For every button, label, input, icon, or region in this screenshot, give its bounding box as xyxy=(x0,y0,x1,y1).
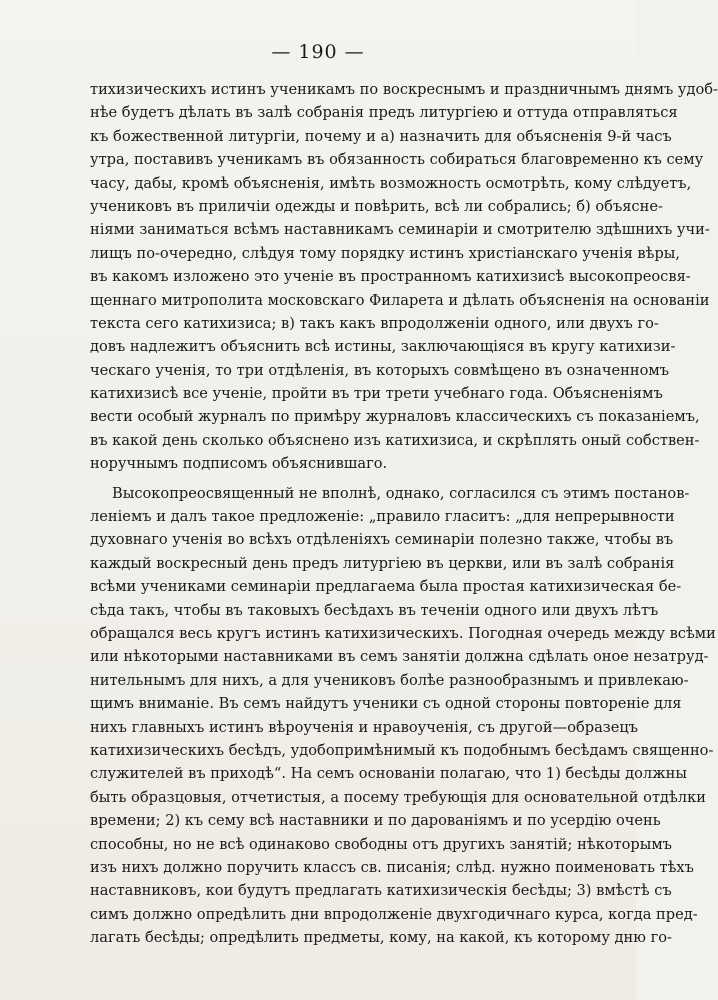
paragraph xyxy=(90,78,718,476)
text-line: сѣда такъ, чтобы въ таковыхъ бесѣдахъ въ теченіи одного или двухъ лѣтъ xyxy=(90,601,659,619)
text-line: обращался весь кругъ истинъ катихизическихъ. Погодная очередь между всѣми xyxy=(90,624,716,642)
text-line: довъ надлежитъ объяснить всѣ истины, заключающіяся въ кругу катихизи- xyxy=(90,338,676,356)
text-line: нительнымъ для нихъ, а для учениковъ болѣе разнообразнымъ и привлекаю- xyxy=(90,671,689,689)
text-line: изъ нихъ должно поручить классъ св. писанія; слѣд. нужно поименовать тѣхъ xyxy=(90,858,694,876)
text-line: къ божественной литургіи, почему и а) назначить для объясненія 9-й часъ xyxy=(90,127,672,145)
text-line: каждый воскресный день предъ литургіею въ церкви, или въ залѣ собранія xyxy=(90,554,675,572)
text-line: всѣми учениками семинаріи предлагаема была простая катихизическая бе- xyxy=(90,578,682,596)
text-line: норучнымъ подписомъ объяснившаго. xyxy=(90,455,388,473)
text-line: лищъ по-очередно, слѣдуя тому порядку истинъ христіанскаго ученія вѣры, xyxy=(90,244,681,262)
body-text xyxy=(90,78,718,949)
page-number: — 190 — xyxy=(271,41,365,63)
text-line: служителей въ приходѣ“. На семъ основаніи полагаю, что 1) бесѣды должны xyxy=(90,765,687,783)
text-line: щимъ вниманіе. Въ семъ найдутъ ученики съ одной стороны повтореніе для xyxy=(90,695,682,713)
text-line: нихъ главныхъ истинъ вѣроученія и нравоученія, съ другой—образецъ xyxy=(90,718,639,736)
text-line: въ какой день сколько объяснено изъ катихизиса, и скрѣплять оный собствен- xyxy=(90,431,700,449)
text-line: вести особый журналъ по примѣру журналовъ классическихъ съ показаніемъ, xyxy=(90,408,700,426)
text-line: духовнаго ученія во всѣхъ отдѣленіяхъ семинаріи полезно также, чтобы въ xyxy=(90,531,674,549)
text-line: симъ должно опредѣлить дни впродолженіе двухгодичнаго курса, когда пред- xyxy=(90,905,698,923)
text-line: учениковъ въ приличіи одежды и повѣрить, всѣ ли собрались; б) объясне- xyxy=(90,197,663,215)
text-line: ческаго ученія, то три отдѣленія, въ которыхъ совмѣщено въ означенномъ xyxy=(90,361,669,379)
text-line: или нѣкоторыми наставниками въ семъ занятіи должна сдѣлать оное незатруд- xyxy=(90,648,709,666)
text-line: щеннаго митрополита московскаго Филарета и дѣлать объясненія на основаніи xyxy=(90,291,710,309)
text-line: способны, но не всѣ одинаково свободны отъ другихъ занятій; нѣкоторымъ xyxy=(90,835,672,853)
text-line: Высокопреосвященный не вполнѣ, однако, согласился съ этимъ постанов- xyxy=(112,484,690,502)
text-line: лагать бесѣды; опредѣлить предметы, кому, на какой, къ которому дню го- xyxy=(90,929,672,947)
text-line: нѣе будетъ дѣлать въ залѣ собранія предъ литургіею и оттуда отправляться xyxy=(90,104,678,122)
text-line: часу, дабы, кромѣ объясненія, имѣть возможность осмотрѣть, кому слѣдуетъ, xyxy=(90,174,692,192)
text-line: леніемъ и далъ такое предложеніе: „правило гласитъ: „для непрерывности xyxy=(90,508,675,526)
text-line: наставниковъ, кои будутъ предлагать катихизическія бесѣды; 3) вмѣстѣ съ xyxy=(90,882,672,900)
text-line: катихизисѣ все ученіе, пройти въ три трети учебнаго года. Объясненіямъ xyxy=(90,385,663,403)
text-line: ніями заниматься всѣмъ наставникамъ семинаріи и смотрителю здѣшнихъ учи- xyxy=(90,221,710,239)
text-line: быть образцовыя, отчетистыя, а посему требующія для основательной отдѣлки xyxy=(90,788,706,806)
text-line: утра, поставивъ ученикамъ въ обязанность собираться благовременно къ сему xyxy=(90,151,704,169)
paragraph xyxy=(90,482,716,950)
text-line: катихизическихъ бесѣдъ, удобопримѣнимый къ подобнымъ бесѣдамъ священно- xyxy=(90,741,714,759)
text-line: тихизическихъ истинъ ученикамъ по воскреснымъ и праздничнымъ днямъ удоб- xyxy=(90,81,718,98)
text-line: въ какомъ изложено это ученіе въ пространномъ катихизисѣ высокопреосвя- xyxy=(90,268,691,286)
text-line: текста сего катихизиса; в) такъ какъ впродолженіи одного, или двухъ го- xyxy=(90,314,659,332)
text-line: времени; 2) къ сему всѣ наставники и по дарованіямъ и по усердію очень xyxy=(90,812,661,830)
